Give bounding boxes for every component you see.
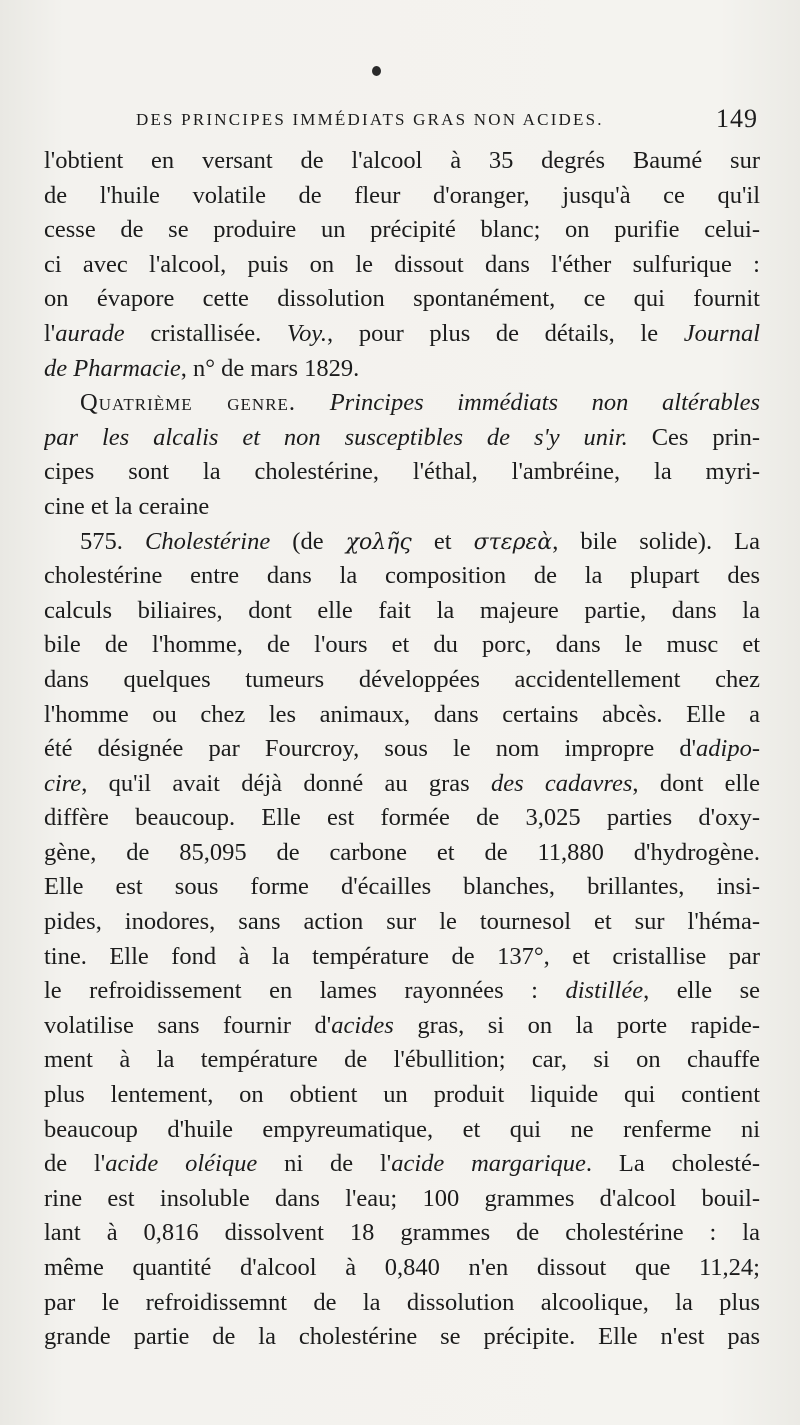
ink-dot-mark — [372, 66, 381, 76]
line-text: grande partie de la cholestérine se précipite. Elle n'est pas — [44, 1323, 760, 1351]
text-line — [44, 940, 760, 975]
italic-text: de Pharmacie — [44, 354, 181, 382]
line-text: . La cholesté- — [585, 1150, 760, 1178]
line-text: , pour plus de détails, le — [327, 319, 684, 347]
line-text: gras, si on la porte rapide- — [393, 1011, 760, 1039]
text-line — [44, 421, 760, 456]
italic-text: adipo- — [696, 735, 760, 763]
text-line — [44, 974, 760, 1009]
line-text: rine est insoluble dans l'eau; 100 grammes d'alcool bouil- — [44, 1184, 760, 1212]
line-text: cine et la ceraine — [44, 492, 210, 520]
line-text: lant à 0,816 dissolvent 18 grammes de cholestérine : la — [44, 1219, 760, 1247]
line-text: , n° de mars 1829. — [180, 354, 360, 382]
text-line — [44, 559, 760, 594]
italic-text: acide oléique — [105, 1150, 258, 1178]
line-text: ment à la température de l'ébullition; car, si on chauffe — [44, 1046, 760, 1074]
line-text: l'homme ou chez les animaux, dans certains abcès. Elle a — [44, 700, 760, 728]
line-text: cipes sont la cholestérine, l'éthal, l'ambréine, la myri- — [44, 458, 760, 486]
italic-text: aurade — [55, 319, 125, 347]
line-text: , bile solide). La — [552, 527, 760, 555]
text-line — [44, 386, 760, 421]
italic-text: Voy. — [286, 319, 328, 347]
line-text: par le refroidissemnt de la dissolution alcoolique, la plus — [44, 1288, 760, 1316]
italic-text: acide margarique — [391, 1150, 586, 1178]
line-text: , elle se — [643, 977, 760, 1005]
line-text: l' — [44, 319, 56, 347]
greek-word: χολῆς — [345, 529, 412, 555]
text-line — [44, 767, 760, 802]
italic-text: acides — [331, 1011, 394, 1039]
line-text — [296, 389, 330, 416]
line-text: l'obtient en versant de l'alcool à 35 degrés Baumé sur — [44, 147, 760, 174]
text-line — [44, 1320, 760, 1355]
line-text: calculs biliaires, dont elle fait la majeure partie, dans la — [44, 596, 760, 624]
italic-text: Journal — [683, 319, 760, 347]
text-line — [44, 1216, 760, 1251]
line-text: , qu'il avait déjà donné au gras — [81, 769, 491, 797]
italic-text: par les alcalis et non susceptibles de s'y unir. — [44, 423, 628, 451]
italic-text: des cadavres — [490, 769, 633, 797]
text-line — [44, 836, 760, 871]
text-line — [44, 490, 760, 525]
text-line — [44, 594, 760, 629]
line-text: cesse de se produire un précipité blanc; on purifie celui- — [44, 216, 760, 244]
italic-text: Cholestérine — [144, 527, 271, 555]
text-line — [44, 1043, 760, 1078]
text-line — [44, 525, 760, 560]
line-text: pides, inodores, sans action sur le tournesol et sur l'héma- — [44, 908, 760, 936]
line-text: beaucoup d'huile empyreumatique, et qui ne renferme ni — [44, 1115, 760, 1143]
text-line — [44, 455, 760, 490]
line-text: cholestérine entre dans la composition de la plupart des — [44, 562, 760, 590]
line-text: Elle est sous forme d'écailles blanches, brillantes, insi- — [44, 873, 760, 901]
greek-word: στερεὰ — [473, 529, 553, 555]
line-text: , dont elle — [632, 769, 760, 797]
text-line — [44, 282, 760, 317]
text-line — [44, 1182, 760, 1217]
italic-text: cire — [44, 769, 82, 797]
line-text: on évapore cette dissolution spontanément, ce qui fournit — [44, 285, 760, 313]
text-line — [44, 1113, 760, 1148]
line-text: volatilise sans fournir d' — [44, 1011, 332, 1039]
text-line — [44, 905, 760, 940]
text-line — [44, 213, 760, 248]
line-text: bile de l'homme, de l'ours et du porc, dans le musc et — [44, 631, 760, 659]
line-text: (de — [270, 527, 346, 555]
line-text: cristallisée. — [124, 319, 287, 347]
line-text: 575. — [80, 527, 145, 555]
line-text: Ces prin- — [627, 423, 760, 451]
text-line — [44, 732, 760, 767]
text-line — [44, 1009, 760, 1044]
text-line — [44, 1286, 760, 1321]
line-text: tine. Elle fond à la température de 137°, et cristallise par — [44, 942, 760, 970]
line-text: le refroidissement en lames rayonnées : — [44, 977, 566, 1005]
line-text: gène, de 85,095 de carbone et de 11,880 d'hydrogène. — [44, 838, 760, 866]
text-line — [44, 248, 760, 283]
small-caps-heading: Quatrième genre. — [80, 389, 297, 417]
line-text: et — [411, 527, 474, 555]
line-text: dans quelques tumeurs développées accidentellement chez — [44, 665, 760, 693]
text-line — [44, 1251, 760, 1286]
line-text: été désignée par Fourcroy, sous le nom impropre d' — [44, 735, 697, 763]
text-line — [44, 1078, 760, 1113]
text-line — [44, 317, 760, 352]
text-line — [44, 663, 760, 698]
line-text: diffère beaucoup. Elle est formée de 3,025 parties d'oxy- — [44, 804, 760, 832]
text-line — [44, 698, 760, 733]
line-text: ci avec l'alcool, puis on le dissout dans l'éther sulfurique : — [44, 250, 760, 278]
text-line — [44, 352, 760, 387]
page-number: 149 — [716, 104, 758, 133]
text-line — [44, 179, 760, 214]
line-text: même quantité d'alcool à 0,840 n'en dissout que 11,24; — [44, 1254, 760, 1281]
text-line — [44, 144, 760, 179]
italic-text: distillée — [565, 977, 644, 1005]
line-text: ni de l' — [257, 1150, 392, 1178]
line-text: de l'huile volatile de fleur d'oranger, jusqu'à ce qu'il — [44, 181, 760, 209]
italic-text: Principes immédiats non altérables — [329, 389, 760, 417]
text-line — [44, 801, 760, 836]
running-head: DES PRINCIPES IMMÉDIATS GRAS NON ACIDES. — [136, 110, 604, 129]
text-line — [44, 628, 760, 663]
text-line — [44, 1147, 760, 1182]
line-text: plus lentement, on obtient un produit liquide qui contient — [44, 1081, 760, 1109]
text-line — [44, 870, 760, 905]
line-text: de l' — [44, 1150, 106, 1178]
page-header — [48, 106, 760, 136]
body-text — [44, 144, 760, 1355]
